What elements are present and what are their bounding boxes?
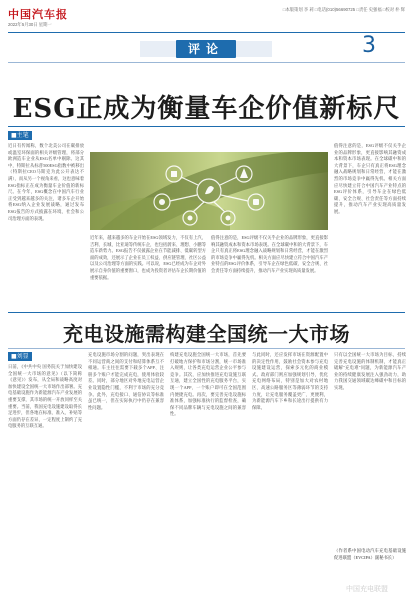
article2-column-4: 与此同时，还应发挥市场在资源配置中的决定性作用，鼓励社会资本参与充电设施建设运营，探索多元化的商业模式。政府部门则应加强规划引导，优化充电网络布局，特别是加大对农村地区、高速公路服务区等薄弱环节的支持力度，让充电服务覆盖更广、更便利，为新能源汽车下乡和长途出行提供有力保障。 — [252, 352, 328, 410]
article2-column-2: 充电设施市场分割的问题，突出表现在不同运营商之间的支付和结算体系互不相通。车主往往需要下载多个APP、注册多个账户才能完成充电，使用体验较差。同时，部分地区对外地充电运营企业设置隐性门槛，不利于市场的充分竞争。此外，充电接口、通信协议等标准虽已统一，但在实际执行中仍存在兼容性问题。 — [88, 352, 164, 410]
headline-charging: 充电设施需构建全国统一大市场 — [63, 322, 350, 346]
author-tag: ■主笔 — [8, 131, 32, 140]
article2-column-3: 构建充电设施全国统一大市场，首先要打破地方保护和市场分割，统一市场准入规则，让各类充电运营企业公平参与竞争。其次，应加快推进充电设施互联互通，建立全国性的充电服务平台，实现一个APP、一个账户即可在全国范围内便捷充电。再次，要完善充电设施标准体系，加强标准执行的监督检查，确保不同品牌车辆与充电设施之间的兼容性。 — [170, 352, 246, 417]
section-title: 评论 — [176, 40, 236, 58]
article1-column-mid2: 值得注意的是，ESG评级不仅关乎企业的品牌形象，更直接影响其融资成本和资本市场表现。在全球碳中和的大背景下，车企只有真正将ESG理念融入战略规划和日常经营，才能在激烈的市场竞争中赢得先机。相关方面应尽快建立符合中国汽车产业特点的ESG评价体系，引导车企在绿色低碳、安全合规、社会责任等方面持续提升，推动汽车产业实现高质量发展。 — [211, 235, 328, 273]
headline-rule — [8, 126, 405, 127]
article2-column-5: 只有以全国统一大市场为目标，持续完善充电设施的体制机制，才能真正破解"充电难"问题，为新能源汽车产业的持续健康发展注入强劲动力，助力我国交通领域碳达峰碳中和目标的实现。 — [334, 352, 406, 390]
author-tag-2: ■刘显 — [8, 352, 32, 361]
issue-date: 2022年5月30日 星期一 — [8, 22, 52, 27]
watermark-evcipa: 中国充电联盟 — [346, 585, 388, 593]
article1-column-mid: 近年来，越来越多的车企开始在ESG领域发力，不仅有上汽、吉利、长城、比亚迪等传统车企，也包括蔚来、理想、小鹏等造车新势力。ESG报告不仅披露企业在节能减排、低碳转型方面的成效，还展示了企业在员工权益、供应链管理、社区公益以及公司治理等方面的实践。可以说，ESG已经成为车企对外展示自身价值的重要窗口，也成为投资者评估车企长期价值的重要依据。 — [90, 235, 206, 280]
masthead: 中国汽车报 — [8, 8, 68, 21]
author-byline: （作者系中国电动汽车充电基础设施促进联盟（EVCIPA）副秘书长） — [334, 548, 406, 560]
headline2-rule — [8, 348, 405, 349]
headline-esg: ESG正成为衡量车企价值新标尺 — [12, 94, 401, 124]
esg-leaf-illustration — [90, 152, 328, 230]
esg-icons-graphic — [90, 152, 328, 230]
editor-credits: □本版策划 李 莉 □电话(010)56690725 □责任 史强福 □校对 朴 辉 — [282, 7, 405, 12]
page-number: 3 — [362, 33, 376, 58]
article1-column-right: 值得注意的是，ESG评级不仅关乎企业的品牌形象，更直接影响其融资成本和资本市场表现。在全球碳中和的大背景下，车企只有真正将ESG理念融入战略规划和日常经营，才能在激烈的市场竞争中赢得先机。相关方面应尽快建立符合中国汽车产业特点的ESG评价体系，引导车企在绿色低碳、安全合规、社会责任等方面持续提升，推动汽车产业实现高质量发展。 — [334, 143, 406, 214]
article2-column-1: 日前，《中共中央 国务院关于加快建设全国统一大市场的意见》（以下简称《意见》）发布，从全局和战略高度对加快建设全国统一大市场作出部署。充电基础设施作为新能源汽车产业发展的重要支撑，其市场的统一开放同样至关重要。当前，我国充电设施建设取得长足进步，但各地在标准、准入、补贴等方面仍存在差异，一定程度上制约了充电服务的互联互通。 — [8, 364, 82, 429]
section-rule — [8, 62, 405, 63]
article1-column-left: 近日有传闻称，数个北美公司在碳排放或温室环保面的相关评级管理，将部分欧洲造车企业从ESG名单中剔除。这其中，特斯拉从标普500ESG指数中被移出（特斯拉CEO马斯克为此公开表达不满），而从另一个视角来看，这也意味着ESG指标正在成为衡量车企价值的新标尺。在今年，ESG概念在中国汽车行业正受到越来越多的关注，诸多车企开始将ESG纳入企业发展战略，通过发布ESG报告的方式披露在环境、社会和公司治理方面的表现。 — [8, 143, 84, 221]
divider-rule — [8, 312, 405, 313]
header-rule — [8, 32, 405, 33]
